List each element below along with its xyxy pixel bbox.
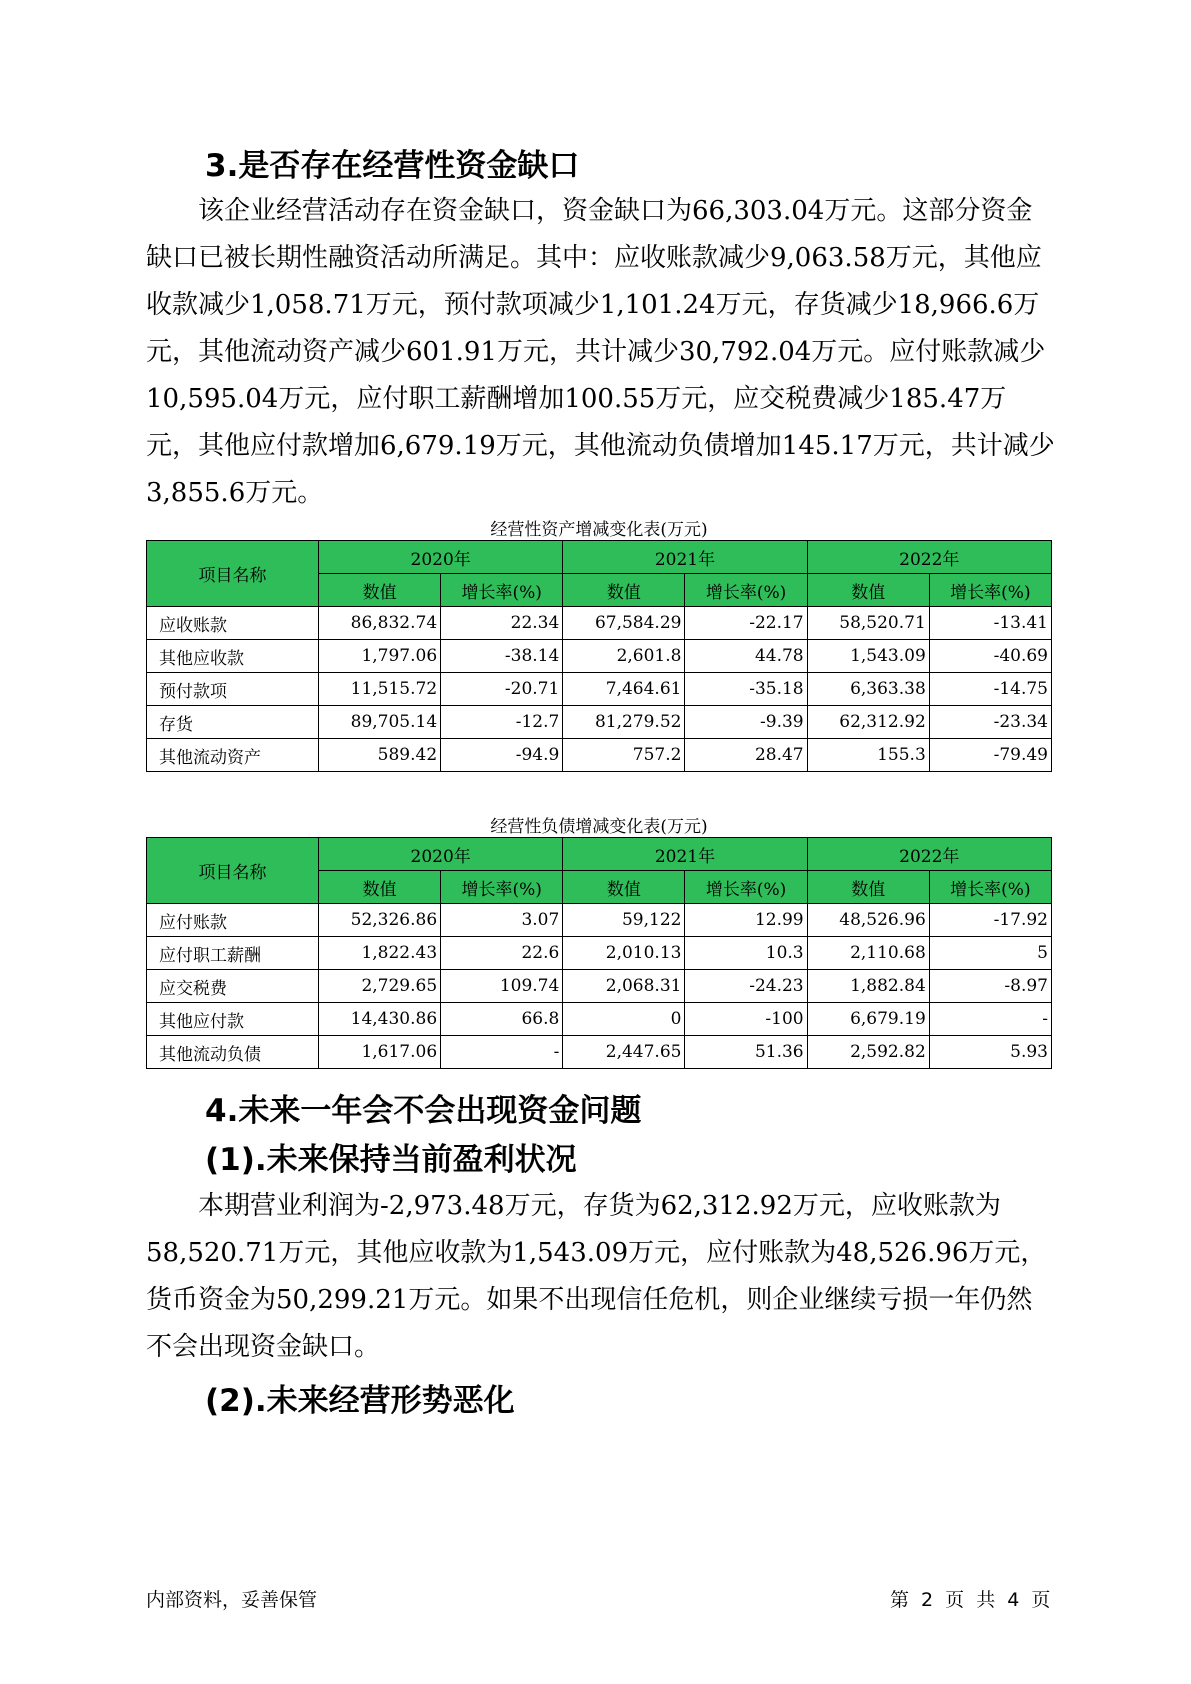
value-cell: 0 [563, 1003, 685, 1036]
value-header: 数值 [319, 574, 441, 607]
subsection-1-paragraph [146, 1183, 1056, 1371]
rate-cell: 109.74 [441, 970, 563, 1003]
table-row [147, 640, 1052, 673]
page-number: 第 2 页 共 4 页 [890, 1589, 1051, 1611]
rate-cell: -17.92 [929, 904, 1051, 937]
rate-cell: 5 [929, 937, 1051, 970]
rate-cell: -94.9 [441, 739, 563, 772]
value-cell: 589.42 [319, 739, 441, 772]
rate-cell: -35.18 [685, 673, 807, 706]
rate-cell: 28.47 [685, 739, 807, 772]
value-cell: 6,363.38 [807, 673, 929, 706]
row-label: 其他应收款 [147, 640, 319, 673]
rate-cell: -20.71 [441, 673, 563, 706]
rate-cell: -38.14 [441, 640, 563, 673]
rate-cell: 66.8 [441, 1003, 563, 1036]
rate-cell: 22.34 [441, 607, 563, 640]
rate-header: 增长率(%) [441, 574, 563, 607]
value-header: 数值 [807, 574, 929, 607]
value-cell: 155.3 [807, 739, 929, 772]
value-cell: 2,010.13 [563, 937, 685, 970]
value-cell: 89,705.14 [319, 706, 441, 739]
rate-cell: - [441, 1036, 563, 1069]
row-label: 应交税费 [147, 970, 319, 1003]
table-row [147, 937, 1052, 970]
table-row [147, 706, 1052, 739]
value-cell: 1,822.43 [319, 937, 441, 970]
value-cell: 6,679.19 [807, 1003, 929, 1036]
rate-cell: -23.34 [929, 706, 1051, 739]
value-cell: 1,543.09 [807, 640, 929, 673]
value-header: 数值 [563, 574, 685, 607]
table-row [147, 1003, 1052, 1036]
year-header: 2022年 [807, 838, 1051, 871]
row-label: 其他应付款 [147, 1003, 319, 1036]
rate-header: 增长率(%) [685, 574, 807, 607]
value-cell: 2,068.31 [563, 970, 685, 1003]
value-cell: 14,430.86 [319, 1003, 441, 1036]
rate-cell: -14.75 [929, 673, 1051, 706]
rate-cell: 5.93 [929, 1036, 1051, 1069]
value-cell: 2,110.68 [807, 937, 929, 970]
row-label: 存货 [147, 706, 319, 739]
value-cell: 2,729.65 [319, 970, 441, 1003]
value-cell: 757.2 [563, 739, 685, 772]
rate-cell: -79.49 [929, 739, 1051, 772]
row-label: 应付账款 [147, 904, 319, 937]
value-cell: 59,122 [563, 904, 685, 937]
subsection-1-paragraph-text: 本期营业利润为-2,973.48万元，存货为62,312.92万元，应收账款为58,520.71万元，其他应收款为1,543.09万元，应付账款为48,526.96万元，货币资金为50,299.21万元。如果不出现信任危机，则企业继续亏损一年仍然不会出现资金缺口。 [146, 1191, 1047, 1362]
value-cell: 7,464.61 [563, 673, 685, 706]
year-header: 2022年 [807, 541, 1051, 574]
rate-cell: -8.97 [929, 970, 1051, 1003]
asset-table-caption: 经营性资产增减变化表(万元) [490, 520, 708, 540]
value-cell: 11,515.72 [319, 673, 441, 706]
rate-header: 增长率(%) [441, 871, 563, 904]
value-cell: 67,584.29 [563, 607, 685, 640]
liability-change-table [146, 837, 1052, 1069]
section-3-paragraph-text: 该企业经营活动存在资金缺口，资金缺口为66,303.04万元。这部分资金缺口已被长期性融资活动所满足。其中：应收账款减少9,063.58万元，其他应收款减少1,058.71万元，预付款项减少1,101.24万元，存货减少18,966.6万元，其他流动资产减少601.91万元，共计减少30,792.04万元。应付账款减少10,595.04万元，应付职工薪酬增加100.55万元，应交税费减少185.47万元，其他应付款增加6,679.19万元，其他流动负债增加145.17万元，共计减少3,855.6万元。 [146, 196, 1055, 508]
year-header: 2020年 [319, 838, 563, 871]
row-label: 应收账款 [147, 607, 319, 640]
rate-cell: 44.78 [685, 640, 807, 673]
rate-cell: 10.3 [685, 937, 807, 970]
item-name-header: 项目名称 [147, 541, 319, 607]
table-row [147, 970, 1052, 1003]
rate-cell: - [929, 1003, 1051, 1036]
table-row [147, 607, 1052, 640]
row-label: 其他流动负债 [147, 1036, 319, 1069]
value-cell: 2,592.82 [807, 1036, 929, 1069]
value-header: 数值 [807, 871, 929, 904]
value-cell: 2,601.8 [563, 640, 685, 673]
value-cell: 52,326.86 [319, 904, 441, 937]
value-header: 数值 [563, 871, 685, 904]
value-cell: 86,832.74 [319, 607, 441, 640]
value-cell: 81,279.52 [563, 706, 685, 739]
rate-cell: -24.23 [685, 970, 807, 1003]
year-header: 2020年 [319, 541, 563, 574]
table-row [147, 739, 1052, 772]
row-label: 预付款项 [147, 673, 319, 706]
table-row [147, 904, 1052, 937]
section-3-paragraph [146, 188, 1056, 517]
value-cell: 1,617.06 [319, 1036, 441, 1069]
row-label: 其他流动资产 [147, 739, 319, 772]
value-cell: 1,797.06 [319, 640, 441, 673]
year-header: 2021年 [563, 838, 807, 871]
value-header: 数值 [319, 871, 441, 904]
rate-cell: -100 [685, 1003, 807, 1036]
rate-header: 增长率(%) [929, 574, 1051, 607]
row-label: 应付职工薪酬 [147, 937, 319, 970]
footer-confidential-note: 内部资料，妥善保管 [146, 1589, 318, 1611]
rate-cell: 22.6 [441, 937, 563, 970]
rate-header: 增长率(%) [685, 871, 807, 904]
rate-cell: -13.41 [929, 607, 1051, 640]
rate-cell: 3.07 [441, 904, 563, 937]
value-cell: 58,520.71 [807, 607, 929, 640]
liability-table-caption: 经营性负债增减变化表(万元) [490, 817, 708, 837]
year-header: 2021年 [563, 541, 807, 574]
subsection-2-heading: (2).未来经营形势恶化 [205, 1383, 515, 1419]
rate-cell: -9.39 [685, 706, 807, 739]
subsection-1-heading: (1).未来保持当前盈利状况 [205, 1142, 577, 1178]
value-cell: 62,312.92 [807, 706, 929, 739]
asset-change-table [146, 540, 1052, 772]
item-name-header: 项目名称 [147, 838, 319, 904]
table-row [147, 1036, 1052, 1069]
section-3-heading: 3.是否存在经营性资金缺口 [205, 148, 580, 184]
rate-cell: 51.36 [685, 1036, 807, 1069]
rate-cell: 12.99 [685, 904, 807, 937]
rate-cell: -22.17 [685, 607, 807, 640]
value-cell: 1,882.84 [807, 970, 929, 1003]
section-4-heading: 4.未来一年会不会出现资金问题 [205, 1093, 642, 1129]
rate-cell: -12.7 [441, 706, 563, 739]
rate-header: 增长率(%) [929, 871, 1051, 904]
rate-cell: -40.69 [929, 640, 1051, 673]
value-cell: 48,526.96 [807, 904, 929, 937]
table-row [147, 673, 1052, 706]
value-cell: 2,447.65 [563, 1036, 685, 1069]
